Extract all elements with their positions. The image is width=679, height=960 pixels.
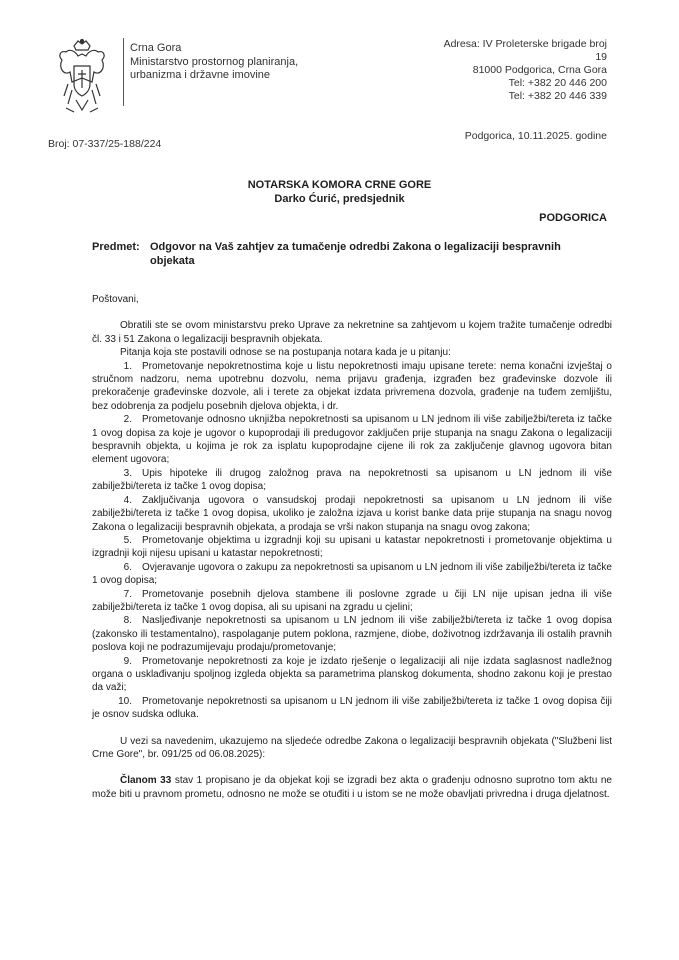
list-item-text: Prometovanje posebnih djelova stambene ili poslovne zgrade u čiji LN nije upisan jedna ili više zabilježbi/tereta iz tačke 1 ovog dopisa, ali su upisani na zgradu u cjelini; — [92, 588, 612, 613]
list-item-number: 4. — [123, 494, 132, 506]
article-paragraph — [92, 774, 612, 801]
list-item-text: Upis hipoteke ili drugog založnog prava na nepokretnosti sa upisanom u LN jednom ili više zabilježbi/tereta iz tačke 1 ovog dopisa; — [92, 467, 612, 493]
questions-intro: Pitanja koja ste postavili odnose se na postupanja notara kada je u pitanju: — [120, 347, 451, 359]
list-item-number: 9. — [123, 655, 132, 667]
address-phone-1: Tel: +382 20 446 200 — [508, 77, 607, 89]
address-street: Adresa: IV Proleterske brigade broj — [443, 38, 607, 50]
list-item — [92, 561, 612, 588]
list-item-number: 5. — [123, 534, 132, 546]
list-item — [92, 534, 612, 561]
subject-line — [92, 240, 592, 268]
list-item-number: 8. — [123, 615, 132, 627]
list-item — [92, 413, 612, 467]
list-item — [92, 588, 612, 615]
address-block — [444, 38, 607, 103]
intro-paragraph: Obratili ste se ovom ministarstvu preko Uprave za nekretnine sa zahtjevom u kojem tražite tumačenje odredbi čl. 33 i 51 Zakona o legalizaciji bespravnih objekata. — [92, 320, 612, 345]
list-item-number: 2. — [123, 414, 132, 426]
list-item-text: Nasljeđivanje nepokretnosti sa upisanom u LN jednom ili više zabilježbi/tereta iz tačke 1 ovog dopisa (zakonsko ili testamentalno), raspolaganje putem poklona, razmjene, diobe, doživotnog izdržavanja ili ostalih pravnih poslova koji ne podrazumijevaju prodaju/prometovanje; — [92, 615, 612, 654]
greeting: Poštovani, — [92, 294, 139, 305]
list-item-number: 1. — [123, 360, 132, 372]
list-item-text: Prometovanje nepokretnosti za koje je izdato rješenje o legalizaciji ali nije izdata saglasnost nadležnog organa o usklađivanju spoljnog izgleda objekta sa parametrima planskog dokumenta, shodno zakonu koji je prestao da važi; — [92, 655, 612, 694]
subject-text: Odgovor na Vaš zahtjev za tumačenje odredbi Zakona o legalizaciji bespravnih objekata — [150, 241, 561, 267]
reference-number: Broj: 07-337/25-188/224 — [48, 138, 162, 150]
list-item-text: Zaključivanja ugovora o vansudskoj prodaji nepokretnosti sa upisanom u LN jednom ili više zabilježbi/tereta iz tačke 1 ovog dopisa, ukoliko je založna izjava u korist banke data prije stupanja na snagu novog Zakona o legalizaciji bespravnih objekata, a prodaja se vrši nakon stupanja na snagu ovog zakona; — [92, 494, 612, 533]
institution-country: Crna Gora — [130, 42, 182, 54]
list-item — [92, 614, 612, 654]
list-item-number: 6. — [123, 561, 132, 573]
list-item-number: 7. — [123, 588, 132, 600]
list-item-text: Prometovanje objektima u izgradnji koji su upisani u katastar nepokretnosti i prometovanje objektima u izgradnji koji nijesu upisani u katastar nepokretnosti; — [92, 534, 612, 560]
conclusion-paragraph: U vezi sa navedenim, ukazujemo na sljedeće odredbe Zakona o legalizaciji bespravnih objekata ("Službeni list Crne Gore", br. 091/25 od 06.08.2025): — [92, 735, 612, 760]
letter-date: Podgorica, 10.11.2025. godine — [464, 130, 607, 142]
subject-label: Predmet: — [92, 241, 140, 253]
list-item — [92, 655, 612, 695]
recipient-person: Darko Ćurić, predsjednik — [274, 193, 405, 205]
list-item — [92, 467, 612, 494]
address-city: 81000 Podgorica, Crna Gora — [472, 64, 607, 76]
institution-ministry-1: Ministarstvo prostornog planiranja, — [130, 55, 299, 68]
coat-of-arms-icon — [54, 38, 110, 118]
list-item-number: 3. — [123, 467, 132, 479]
recipient-city: PODGORICA — [539, 212, 607, 224]
address-phone-2: Tel: +382 20 446 339 — [508, 90, 607, 102]
header-divider — [123, 38, 124, 106]
list-item-number: 10. — [118, 695, 132, 707]
list-item-text: Prometovanje nepokretnosti sa upisanom u LN jednom ili više zabilježbi/tereta iz tačke 1 ovog dopisa čiji je osnov sudska odluka. — [92, 695, 612, 721]
recipient-org: NOTARSKA KOMORA CRNE GORE — [247, 179, 432, 191]
institution-ministry-2: urbanizma i državne imovine — [130, 69, 271, 81]
list-item — [92, 494, 612, 534]
list-item — [92, 360, 612, 414]
list-item — [92, 695, 612, 722]
letter-body — [92, 293, 612, 801]
list-item-text: Ovjeravanje ugovora o zakupu za nepokretnosti sa upisanom u LN jednom ili više zabilježbi/tereta iz tačke 1 ovog dopisa; — [92, 561, 612, 587]
recipient-block — [0, 178, 679, 206]
address-number: 19 — [595, 51, 607, 63]
institution-block — [130, 42, 298, 83]
list-item-text: Prometovanje nepokretnostima koje u listu nepokretnosti imaju upisane terete: nema konačni izvještaj o stručnom nadzoru, nema upotrebnu dozvolu, nema prijavu građenja, izgrađen bez građevinske dozvole ili prekoračenje građevinske dozvole, ali i terete za objekat izdata privremena dozvola, građenje na tuđem zemljištu, bez odobrenja za podjelu posebnih djelova objekta, i dr. — [92, 360, 612, 412]
article-text: stav 1 propisano je da objekat koji se izgradi bez akta o građenju odnosno suprotno tom aktu ne može biti u pravnom prometu, odnosno ne može se otuđiti i u istom se ne može obavljati privredna i druga djelatnost. — [92, 775, 612, 800]
list-item-text: Prometovanje odnosno uknjižba nepokretnosti sa upisanom u LN jednom ili više zabilježbi/tereta iz tačke 1 ovog dopisa za koje je ugovor o kupoprodaji ili predugovor zaključen prije stupanja na snagu Zakona o legalizaciji bespravnih objekta, u kojima je rok za isplatu kupoprodajne cijene ili rok za zaključenje glavnog ugovora bitan element ugovora; — [92, 414, 612, 466]
article-label: Članom 33 — [120, 775, 172, 787]
